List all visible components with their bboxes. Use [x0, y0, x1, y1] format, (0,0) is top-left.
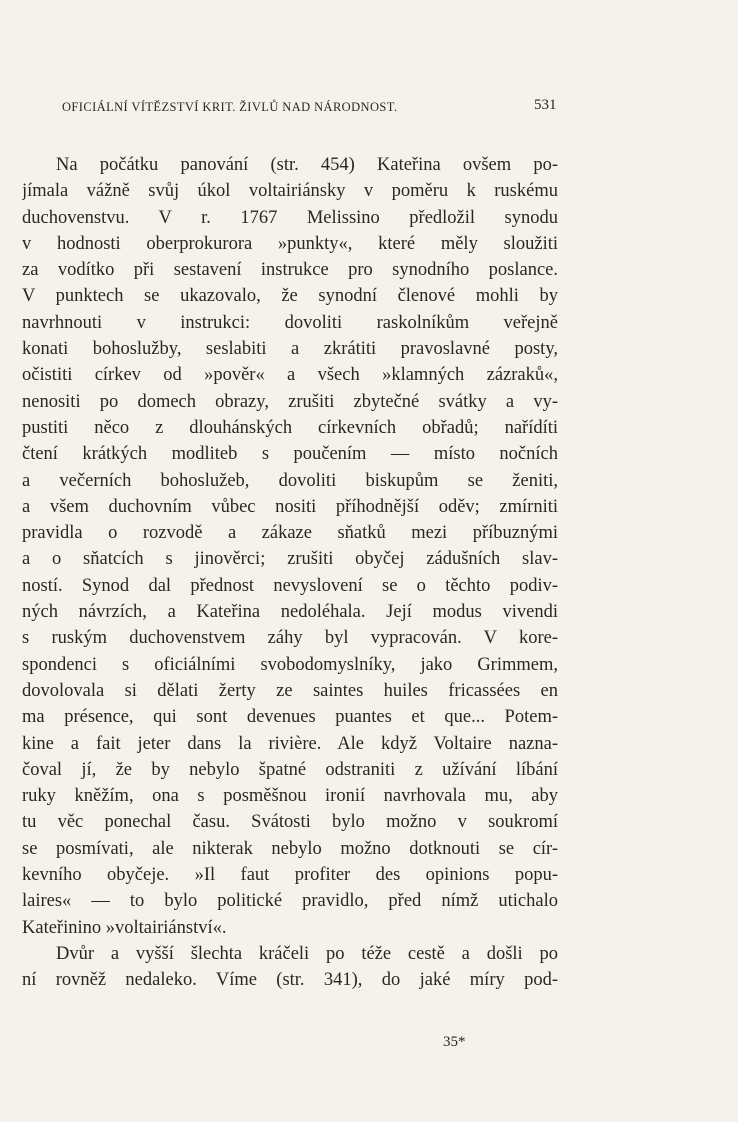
text-line: ruky kněžím, ona s posměšnou ironií navrhovala mu, aby — [22, 786, 558, 807]
text-line: spondenci s oficiálními svobodomyslníky, jako Grimmem, — [22, 654, 558, 675]
text-line: ní rovněž nedaleko. Víme (str. 341), do jaké míry pod- — [22, 970, 558, 991]
text-line: a o sňatcích s jinověrci; zrušiti obyčej zádušních slav- — [22, 549, 558, 570]
text-line: laires« — to bylo politické pravidlo, před nímž utichalo — [22, 891, 558, 912]
text-line: Na počátku panování (str. 454) Kateřina ovšem po- — [56, 155, 558, 175]
text-line: v hodnosti oberprokurora »punkty«, které měly sloužiti — [22, 233, 558, 254]
text-line: Dvůr a vyšší šlechta kráčeli po téže cestě a došli po — [56, 943, 558, 964]
text-line: s ruským duchovenstvem záhy byl vypracován. V kore- — [22, 628, 558, 649]
text-line: a všem duchovním vůbec nositi příhodnější oděv; zmírniti — [22, 496, 558, 517]
text-line: duchovenstvu. V r. 1767 Melissino předložil synodu — [22, 207, 558, 228]
text-line: dovolovala si dělati žerty ze saintes huiles fricassées en — [22, 680, 558, 701]
text-line: pustiti něco z dlouhánských církevních obřadů; nařídíti — [22, 417, 558, 438]
text-line: ností. Synod dal přednost nevyslovení se o těchto podiv- — [22, 575, 558, 596]
text-line: kevního obyčeje. »Il faut profiter des opinions popu- — [22, 865, 558, 886]
text-line: za vodítko při sestavení instrukce pro synodního poslance. — [22, 260, 558, 281]
text-line: nenositi po domech obrazy, zrušiti zbytečné svátky a vy- — [22, 391, 558, 412]
text-line: čtení krátkých modliteb s poučením — místo nočních — [22, 444, 558, 465]
text-line: se posmívati, ale nikterak nebylo možno dotknouti se cír- — [22, 838, 558, 859]
paragraph-1 — [22, 152, 558, 941]
text-line: jímala vážně svůj úkol voltairiánsky v poměru k ruskému — [22, 181, 558, 202]
text-line: Kateřinino »voltairiánství«. — [22, 917, 227, 938]
page-number: 531 — [534, 97, 557, 113]
text-line: konati bohoslužby, seslabiti a zkrátiti pravoslavné posty, — [22, 339, 558, 360]
paragraph-2 — [22, 941, 558, 994]
running-head: OFICIÁLNÍ VÍTĚZSTVÍ KRIT. ŽIVLŮ NAD NÁRODNOST. — [62, 100, 398, 114]
text-line: navrhnouti v instrukci: dovoliti raskolníkům veřejně — [22, 312, 558, 333]
signature-mark: 35* — [443, 1034, 466, 1050]
text-line: kine a fait jeter dans la rivière. Ale když Voltaire nazna- — [22, 733, 558, 754]
text-line: čoval jí, že by nebylo špatné odstraniti z užívání líbání — [22, 759, 558, 780]
text-line: tu věc ponechal času. Svátosti bylo možno v soukromí — [22, 812, 558, 833]
text-line: ma présence, qui sont devenues puantes et que... Potem- — [22, 707, 558, 728]
text-line: V punktech se ukazovalo, že synodní členové mohli by — [22, 286, 558, 307]
body-text — [22, 152, 558, 994]
text-line: a večerních bohoslužeb, dovoliti biskupům se ženiti, — [22, 470, 558, 491]
text-line: ných návrzích, a Kateřina nedoléhala. Její modus vivendi — [22, 602, 558, 623]
text-line: pravidla o rozvodě a zákaze sňatků mezi příbuznými — [22, 523, 558, 544]
text-line: očistiti církev od »pověr« a všech »klamných zázraků«, — [22, 365, 558, 386]
